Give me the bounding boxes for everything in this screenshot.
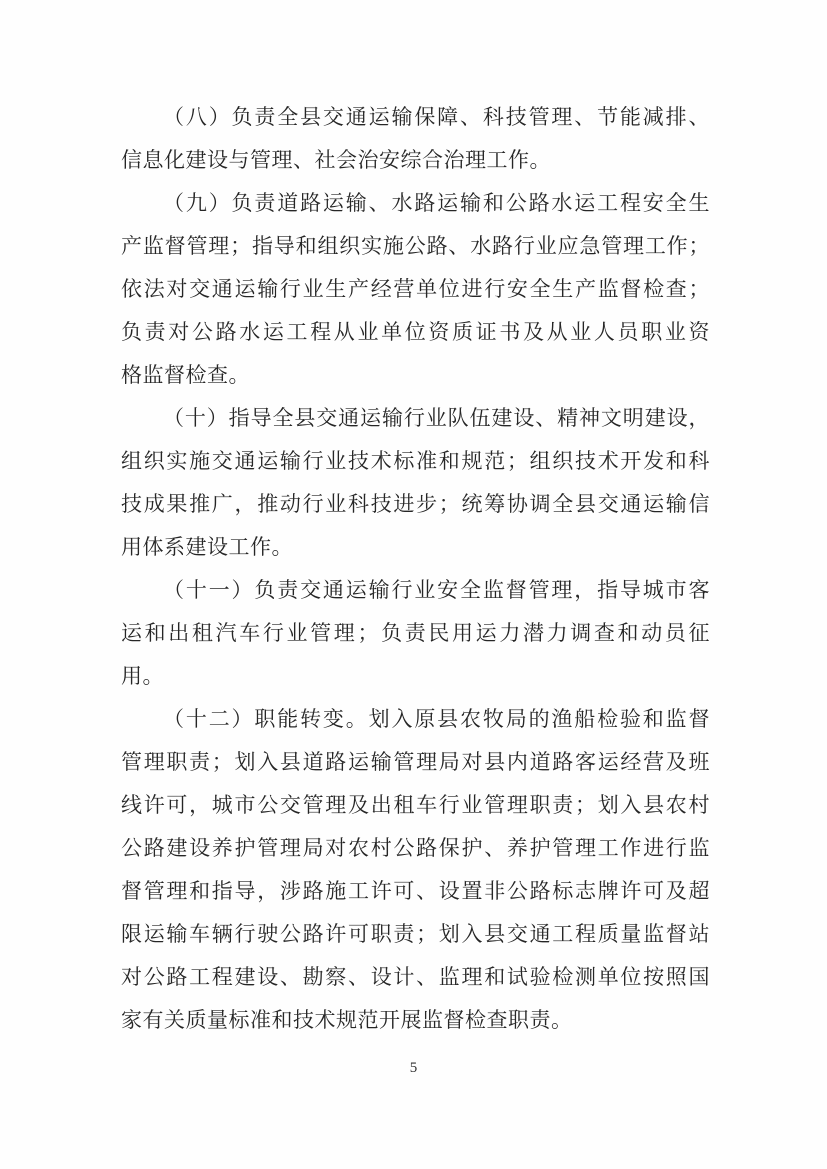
text-line: 负责对公路水运工程从业单位资质证书及从业人员职业资	[121, 320, 710, 344]
text-line: 依法对交通运输行业生产经营单位进行安全生产监督检查；	[121, 277, 710, 301]
paragraph-item-8	[121, 96, 710, 182]
paragraph-item-11	[121, 569, 710, 698]
text-line: （十）指导全县交通运输行业队伍建设、精神文明建设，	[163, 406, 710, 430]
text-line: 对公路工程建设、勘察、设计、监理和试验检测单位按照国	[121, 965, 710, 989]
text-line: 公路建设养护管理局对农村公路保护、养护管理工作进行监	[121, 836, 710, 860]
text-line: 组织实施交通运输行业技术标准和规范；组织技术开发和科	[121, 449, 710, 473]
text-line: （十二）职能转变。划入原县农牧局的渔船检验和监督	[163, 707, 710, 731]
paragraph-item-9	[121, 182, 710, 397]
paragraph-item-12	[121, 698, 710, 1042]
document-body	[121, 96, 710, 1042]
text-line: 用体系建设工作。	[121, 535, 293, 559]
text-line: 产监督管理；指导和组织实施公路、水路行业应急管理工作；	[121, 234, 710, 258]
text-line: 信息化建设与管理、社会治安综合治理工作。	[121, 148, 551, 172]
page-number: 5	[409, 1060, 418, 1076]
text-line: 技成果推广，推动行业科技进步；统筹协调全县交通运输信	[121, 492, 710, 516]
text-line: 运和出租汽车行业管理；负责民用运力潜力调查和动员征	[121, 621, 710, 645]
text-line: （十一）负责交通运输行业安全监督管理，指导城市客	[163, 578, 710, 602]
text-line: 格监督检查。	[121, 363, 250, 387]
text-line: （九）负责道路运输、水路运输和公路水运工程安全生	[163, 191, 710, 215]
text-line: 管理职责；划入县道路运输管理局对县内道路客运经营及班	[121, 750, 710, 774]
text-line: 限运输车辆行驶公路许可职责；划入县交通工程质量监督站	[121, 922, 710, 946]
paragraph-item-10	[121, 397, 710, 569]
text-line: 线许可，城市公交管理及出租车行业管理职责；划入县农村	[121, 793, 710, 817]
text-line: 督管理和指导，涉路施工许可、设置非公路标志牌许可及超	[121, 879, 710, 903]
text-line: （八）负责全县交通运输保障、科技管理、节能减排、	[163, 105, 710, 129]
text-line: 家有关质量标准和技术规范开展监督检查职责。	[121, 1008, 573, 1032]
text-line: 用。	[121, 664, 164, 688]
